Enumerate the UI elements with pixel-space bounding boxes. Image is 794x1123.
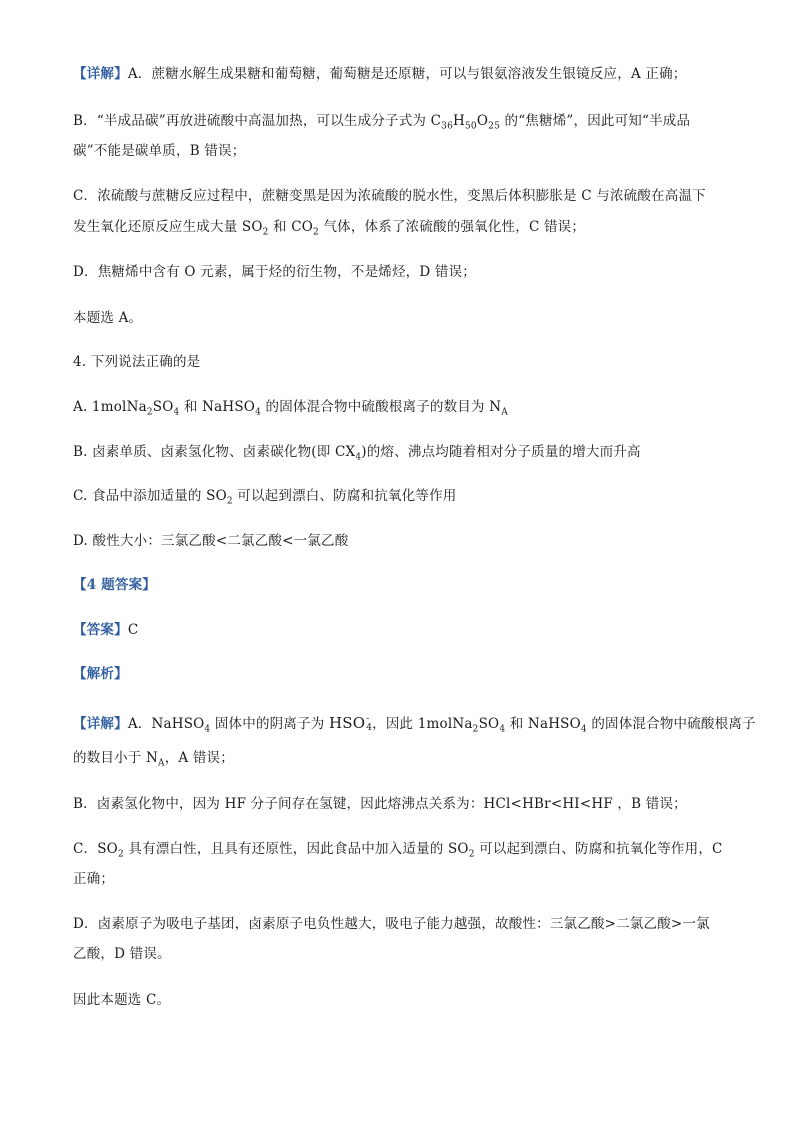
detail-tag: 【详解】 [73, 66, 128, 82]
detail-option-a-line1: 【详解】A．NaHSO$_4$ 固体中的阴离子为 HSO - 4 ，因此 $1molNa_2SO_4$ 和 NaHSO$_4$ 的固体混合物中硫酸根离子 [73, 714, 756, 735]
answer-header: 【4 题答案】 [73, 577, 156, 593]
answer-value: C [127, 622, 139, 638]
detail-option-c-line1: C．$SO_2$ 具有漂白性，且具有还原性，因此食品中加入适量的 $SO_2$ 可以起到漂白、防腐和抗氧化等作用，C [73, 841, 723, 860]
question-4-option-d: D. 酸性大小：三氯乙酸<二氯乙酸<一氯乙酸 [73, 533, 349, 549]
detail-option-a-line2: 的数目小于 $N_A$，A 错误； [73, 750, 234, 769]
detail-option-d-line2: 乙酸，D 错误。 [73, 946, 171, 962]
analysis-header: 【解析】 [73, 666, 128, 682]
detail-option-c-line2: 正确； [73, 871, 115, 887]
detail-tag-2: 【详解】 [73, 716, 128, 732]
question-4-option-c: C. 食品中添加适量的 $SO_2$ 可以起到漂白、防腐和抗氧化等作用 [73, 488, 457, 507]
answer-tag: 【答案】 [73, 622, 128, 638]
question-4-option-b: B. 卤素单质、卤素氢化物、卤素碳化物(即 $CX_4$)的熔、沸点均随着相对分子质量的增大而升高 [73, 444, 641, 463]
detail-option-d-line1: D．卤素原子为吸电子基团，卤素原子电负性越大，吸电子能力越强，故酸性：三氯乙酸>二氯乙酸>一氯 [73, 916, 710, 932]
conclusion-a: 本题选 A。 [73, 310, 143, 326]
question-4-option-a: A. $1molNa_2SO_4$ 和 NaHSO$_4$ 的固体混合物中硫酸根离子的数目为 $N_A$ [73, 399, 508, 418]
option-b-explanation-line1: B．“半成品碳”再放进硫酸中高温加热，可以生成分子式为 $C_{36}H_{50}O_{25}$ 的“焦糖烯”，因此可知“半成品 [73, 113, 691, 132]
option-c-explanation-line1: C．浓硫酸与蔗糖反应过程中，蔗糖变黑是因为浓硫酸的脱水性，变黑后体积膨胀是 C 与浓硫酸在高温下 [73, 188, 706, 204]
question-4-stem: 4. 下列说法正确的是 [73, 354, 201, 370]
detail-paragraph-a: 【详解】A．蔗糖水解生成果糖和葡萄糖，葡萄糖是还原糖，可以与银氨溶液发生银镜反应，A 正确； [73, 66, 687, 82]
conclusion-c: 因此本题选 C。 [73, 992, 171, 1008]
detail-option-b: B．卤素氢化物中，因为 HF 分子间存在氢键，因此熔沸点关系为：HCl<HBr<HI<HF ，B 错误； [73, 796, 687, 812]
option-b-explanation-line2: 碳”不能是碳单质，B 错误； [73, 143, 246, 159]
option-d-explanation: D．焦糖烯中含有 O 元素，属于烃的衍生物，不是烯烃，D 错误； [73, 264, 476, 280]
bisulfate-ion-formula: HSO - 4 [328, 714, 373, 733]
option-c-explanation-line2: 发生氧化还原反应生成大量 $SO_2$ 和 $CO_2$ 气体，体系了浓硫酸的强氧化性，C 错误； [73, 219, 586, 238]
answer-line [73, 620, 723, 640]
